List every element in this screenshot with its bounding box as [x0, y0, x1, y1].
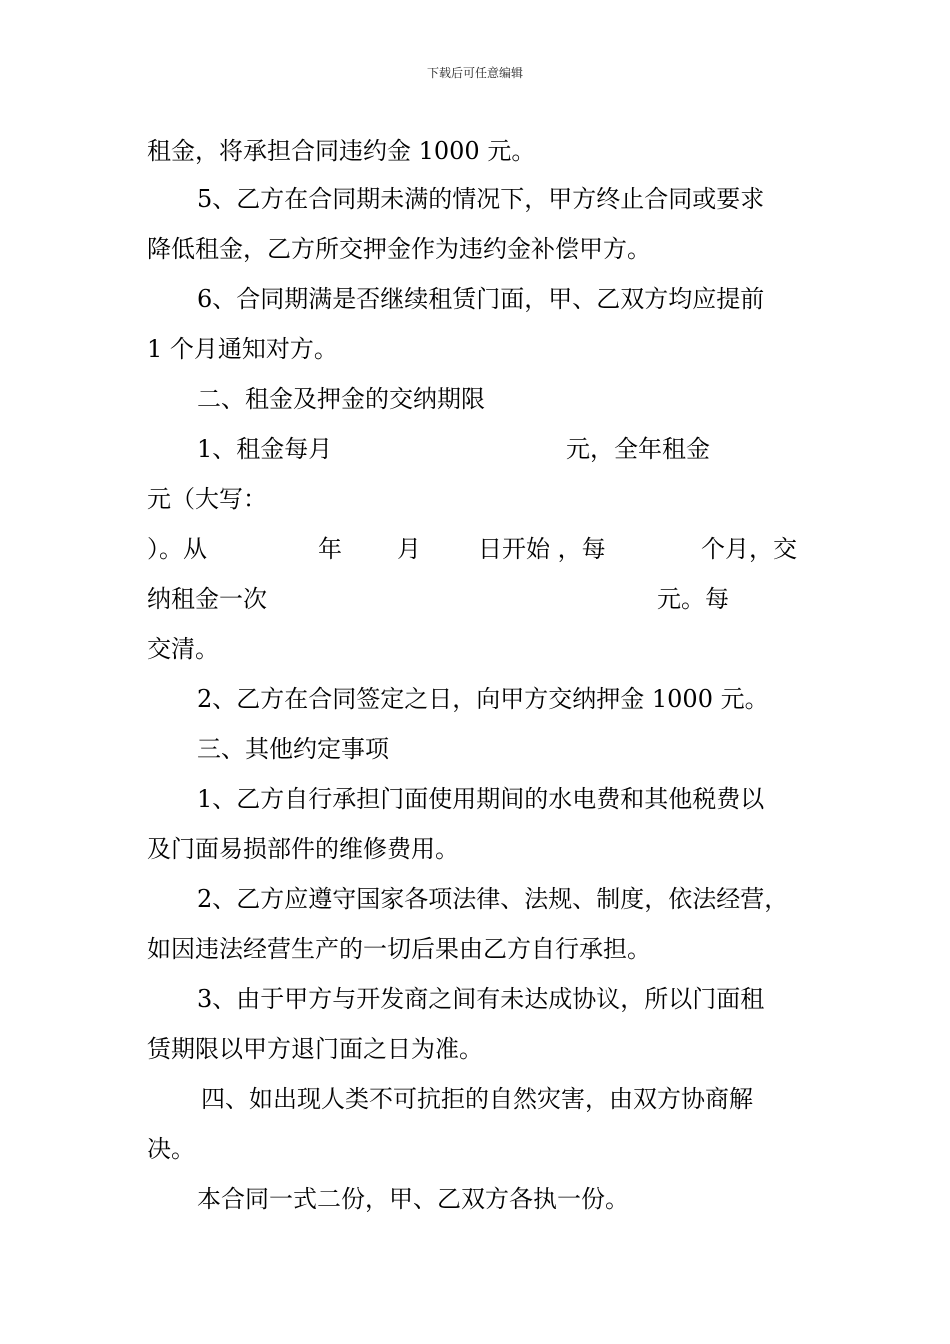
other-3-line-1: 3、由于甲方与开发商之间有未达成协议，所以门面租	[197, 985, 765, 1013]
section-4-line-2: 决。	[147, 1135, 195, 1163]
other-2-line-2: 如因违法经营生产的一切后果由乙方自行承担。	[147, 935, 651, 963]
deposit-line: 2、乙方在合同签定之日，向甲方交纳押金 1000 元。	[197, 685, 769, 713]
months-pay-label: 个月，交	[701, 535, 797, 563]
rent-each-label: 元。每	[657, 585, 729, 613]
other-2-line-1: 2、乙方应遵守国家各项法律、法规、制度，依法经营，	[197, 885, 789, 913]
other-3-line-2: 赁期限以甲方退门面之日为准。	[147, 1035, 483, 1063]
clause-5-line-1: 5、乙方在合同期未满的情况下，甲方终止合同或要求	[197, 185, 765, 213]
section-4-line-1: 四、如出现人类不可抗拒的自然灾害，由双方协商解	[201, 1085, 753, 1113]
page-header-note: 下载后可任意编辑	[426, 66, 523, 80]
rent-installment-label: 纳租金一次	[147, 585, 267, 613]
other-1-line-1: 1、乙方自行承担门面使用期间的水电费和其他税费以	[197, 785, 765, 813]
section-2-heading: 二、租金及押金的交纳期限	[197, 385, 485, 413]
clause-6-line-1: 6、合同期满是否继续租赁门面，甲、乙双方均应提前	[197, 285, 765, 313]
text-line-rent-penalty: 租金，将承担合同违约金 1000 元。	[147, 137, 536, 165]
rent-uppercase-line: 元（大写：	[147, 485, 267, 513]
section-3-heading: 三、其他约定事项	[197, 735, 389, 763]
rent-annual-label: 元，全年租金	[566, 435, 710, 463]
year-label: 年	[318, 535, 342, 563]
rent-from-label: ）。从	[147, 535, 207, 563]
day-start-label: 日开始 ，每	[478, 535, 606, 563]
rent-start-date-line	[0, 534, 950, 564]
rent-monthly-label: 1、租金每月	[197, 435, 333, 463]
rent-monthly-line	[0, 434, 950, 464]
closing-statement: 本合同一式二份，甲、乙双方各执一份。	[197, 1185, 629, 1213]
rent-settled-line: 交清。	[147, 635, 219, 663]
rent-installment-line	[0, 584, 950, 614]
month-label: 月	[397, 535, 421, 563]
clause-6-line-2: 1 个月通知对方。	[147, 335, 338, 363]
other-1-line-2: 及门面易损部件的维修费用。	[147, 835, 459, 863]
clause-5-line-2: 降低租金，乙方所交押金作为违约金补偿甲方。	[147, 235, 651, 263]
